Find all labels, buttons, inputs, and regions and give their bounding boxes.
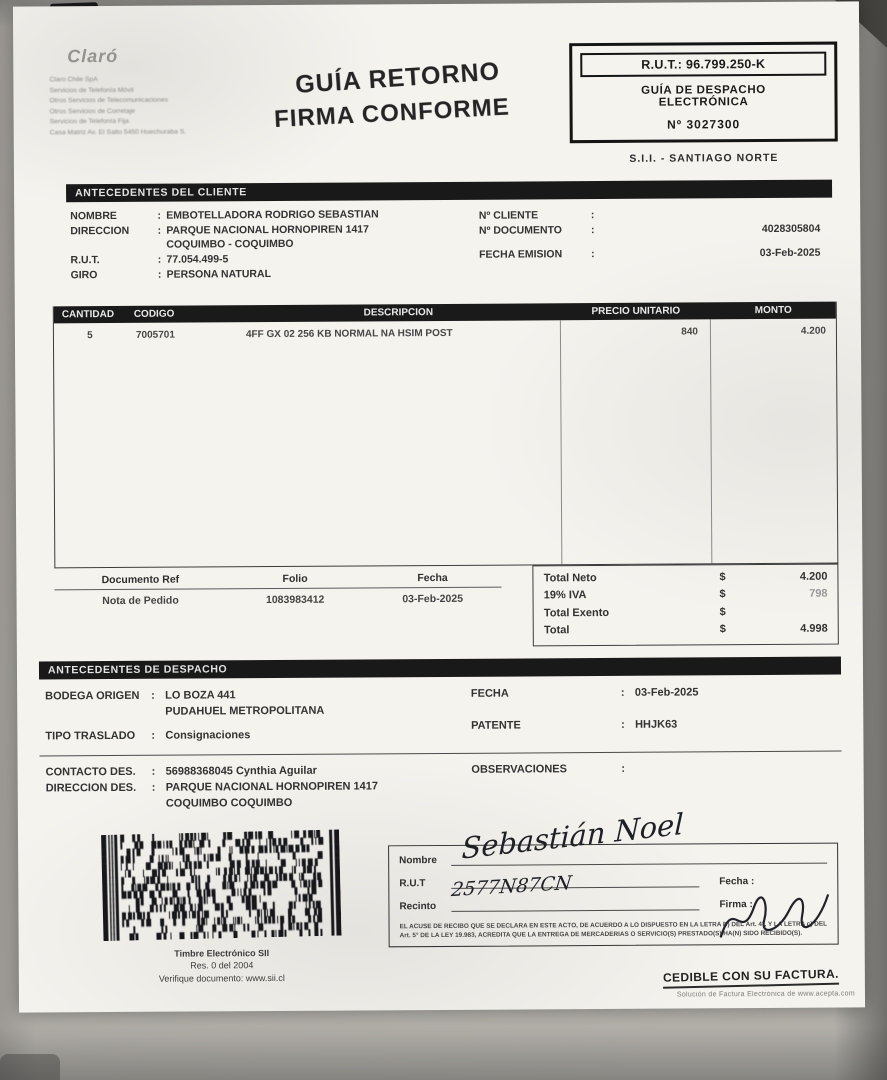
direccion-des-row-2	[46, 795, 472, 814]
timbre-caption-1: Timbre Electrónico SII	[174, 948, 270, 959]
firma-field-label: Firma :	[719, 899, 753, 911]
document-header	[35, 42, 838, 169]
observaciones-label: OBSERVACIONES	[471, 763, 567, 777]
col-monto: MONTO	[754, 305, 792, 317]
issuer-address-lines	[49, 74, 230, 138]
issuer-line: Servicios de Telefonía Móvil	[49, 86, 134, 94]
despacho-block-top	[39, 674, 841, 749]
ndocumento-value: 4028305804	[761, 222, 821, 235]
client-nombre-value: EMBOTELLADORA RODRIGO SEBASTIAN	[166, 208, 379, 222]
client-ndocumento-row	[479, 221, 834, 238]
total-neto-value: 4.200	[799, 571, 828, 584]
colon: :	[591, 248, 595, 261]
footer-provider-note: Solución de Factura Electrónica de www.acepta.com	[676, 990, 856, 999]
timbre-caption-3: Verifique documento: www.sii.cl	[158, 972, 285, 984]
contacto-value: 56988368045 Cynthia Aguilar	[165, 765, 317, 779]
despacho-right-top	[471, 684, 842, 742]
colon: :	[157, 268, 162, 281]
ref-folio-value: 1083983412	[265, 594, 325, 607]
bodega-row-2	[45, 702, 471, 721]
client-giro-row	[71, 266, 480, 283]
client-rut-value: 77.054.499-5	[166, 253, 229, 266]
timbre-caption-2: Res. 0 del 2004	[190, 960, 254, 971]
ref-documento-value: Nota de Pedido	[102, 595, 179, 608]
client-section-header: ANTECEDENTES DEL CLIENTE	[66, 180, 832, 203]
col-codigo: CODIGO	[133, 309, 175, 321]
patente-label: PATENTE	[471, 719, 521, 732]
rut-field-label: R.U.T	[399, 878, 426, 890]
total-label: Total	[543, 623, 570, 636]
ref-col-fecha: Fecha	[417, 572, 448, 585]
client-giro-label: GIRO	[70, 268, 98, 281]
cedible-note: CEDIBLE CON SU FACTURA.	[389, 965, 839, 996]
currency-symbol: $	[719, 622, 726, 635]
col-precio-unitario: PRECIO UNITARIO	[591, 305, 681, 318]
client-rut-label: R.U.T.	[70, 254, 100, 267]
direccion-des-value-2: COQUIMBO COQUIMBO	[165, 797, 293, 810]
scan-artifact-bottom-left	[0, 1054, 60, 1080]
issuer-line: Claro Chile SpA	[49, 76, 98, 84]
tipo-traslado-row	[45, 726, 471, 745]
bodega-value-1: LO BOZA 441	[165, 688, 236, 702]
issuer-block	[35, 45, 231, 168]
bodega-value-2: PUDAHUEL METROPOLITANA	[165, 704, 325, 718]
stamp-line-1: GUÍA RETORNO	[294, 57, 501, 100]
item-codigo: 7005701	[135, 330, 175, 342]
reference-and-totals	[54, 564, 838, 649]
tipo-traslado-label: TIPO TRASLADO	[45, 729, 136, 742]
fecha-emision-value: 03-Feb-2025	[759, 247, 821, 260]
bodega-label: BODEGA ORIGEN	[45, 689, 140, 703]
currency-symbol: $	[719, 571, 726, 584]
acuse-recibo-box	[388, 806, 839, 947]
total-exento-label: Total Exento	[543, 606, 610, 619]
nombre-field-label: Nombre	[399, 855, 437, 867]
item-monto: 4.200	[800, 326, 826, 338]
fecha-field-label: Fecha :	[719, 876, 755, 888]
despacho-fecha-value: 03-Feb-2025	[634, 686, 699, 699]
patente-value: HHJK63	[635, 718, 678, 731]
iva-row	[544, 586, 828, 605]
total-neto-label: Total Neto	[543, 572, 597, 585]
doc-type-line-1: GUÍA DE DESPACHO	[641, 83, 766, 97]
ncliente-label: Nº CLIENTE	[478, 209, 539, 222]
colon: :	[157, 253, 162, 266]
timbre-block	[40, 832, 361, 994]
colon: :	[621, 718, 625, 731]
patente-row	[471, 716, 841, 734]
ndocumento-label: Nº DOCUMENTO	[478, 223, 562, 237]
recinto-field-line	[451, 899, 699, 913]
acuse-wrap	[360, 806, 843, 992]
currency-symbol: $	[719, 605, 726, 618]
despacho-left-bottom	[46, 763, 472, 813]
despacho-block-bottom	[40, 759, 842, 818]
client-left-column	[70, 207, 479, 283]
ref-col-documento: Documento Ref	[101, 574, 180, 587]
colon: :	[151, 766, 156, 779]
doc-type-line-2: ELECTRÓNICA	[658, 96, 749, 109]
direccion-des-label: DIRECCION DES.	[45, 782, 137, 795]
handwritten-name: Sebastián Noel	[461, 806, 684, 866]
col-cantidad: CANTIDAD	[61, 309, 115, 321]
colon: :	[590, 223, 595, 236]
issuer-rut: R.U.T.: 96.799.250-K	[580, 52, 826, 78]
fecha-emision-label: FECHA EMISION	[479, 248, 563, 262]
total-exento-row	[544, 603, 828, 622]
document-number: Nº 3027300	[667, 117, 741, 132]
client-direccion-value-2: COQUIMBO - COQUIMBO	[166, 238, 294, 252]
reference-table-row	[55, 588, 502, 608]
colon: :	[151, 782, 156, 795]
signature-squiggle	[713, 878, 833, 955]
items-table-body	[54, 319, 837, 568]
total-neto-row	[544, 569, 828, 588]
items-table	[53, 302, 839, 569]
issuer-line: Otros Servicios de Corretaje	[49, 107, 135, 115]
client-direccion-label: DIRECCION	[70, 224, 130, 237]
issuer-line: Otros Servicios de Telecomunicaciones	[49, 96, 169, 105]
sii-office: S.I.I. - SANTIAGO NORTE	[629, 151, 779, 165]
rut-box	[569, 42, 838, 144]
despacho-divider	[40, 751, 842, 757]
observaciones-row	[471, 761, 841, 779]
direccion-des-value-1: PARQUE NACIONAL HORNOPIREN 1417	[165, 780, 379, 795]
observaciones-value	[635, 761, 841, 778]
item-precio-unitario: 840	[561, 320, 712, 565]
return-stamp	[228, 53, 573, 178]
ncliente-value	[605, 207, 834, 223]
tipo-traslado-value: Consignaciones	[165, 728, 251, 742]
client-giro-value: PERSONA NATURAL	[166, 267, 272, 281]
contacto-label: CONTACTO DES.	[45, 766, 136, 779]
ref-fecha-value: 03-Feb-2025	[402, 593, 464, 606]
despacho-left-top	[45, 686, 471, 744]
issuer-line: Casa Matriz Av. El Salto 5450 Huechuraba S.	[49, 128, 187, 137]
totals-box	[533, 564, 839, 646]
pdf417-barcode	[101, 830, 341, 942]
iva-value: 798	[809, 588, 828, 601]
client-info-block	[36, 198, 839, 293]
legal-fine-print: EL ACUSE DE RECIBO QUE SE DECLARA EN ESTE ACTO, DE ACUERDO A LO DISPUESTO EN LA LETRA B) DEL Art. 4°, Y LA LETRA c) DEL Art. 5° DE LA LEY 19.983, ACREDITA QUE LA ENTREGA DE MERCADERIAS O SERVICIO(S) PRESTADO(S) HA(N) SIDO RECIBIDO(S).	[399, 920, 827, 939]
colon: :	[151, 729, 156, 742]
client-right-column	[479, 205, 835, 281]
colon: :	[157, 209, 162, 222]
item-cantidad: 5	[87, 330, 93, 342]
currency-symbol: $	[719, 588, 726, 601]
col-descripcion: DESCRIPCION	[363, 307, 434, 319]
colon: :	[590, 209, 595, 222]
recinto-field-label: Recinto	[399, 901, 437, 913]
despacho-section-header: ANTECEDENTES DE DESPACHO	[39, 656, 841, 679]
total-exento-value	[746, 603, 828, 621]
signature-area	[40, 806, 843, 994]
dispatch-guide-document	[13, 1, 865, 1012]
stamp-line-2: FIRMA CONFORME	[273, 93, 511, 134]
colon: :	[620, 686, 625, 699]
total-value: 4.998	[800, 622, 828, 635]
claro-logo: Claró	[67, 45, 119, 67]
despacho-fecha-label: FECHA	[470, 687, 509, 700]
total-row	[544, 620, 828, 639]
iva-label: 19% IVA	[543, 589, 587, 602]
client-direccion-value-1: PARQUE NACIONAL HORNOPIREN 1417	[166, 223, 369, 237]
reference-table	[54, 566, 501, 608]
ref-col-folio: Folio	[282, 573, 308, 586]
colon: :	[621, 763, 626, 776]
despacho-fecha-row	[471, 684, 841, 702]
handwritten-rut: 2577N87CN	[450, 872, 573, 902]
fecha-emision-row	[479, 246, 834, 263]
colon: :	[157, 224, 162, 237]
issuer-line: Servicios de Telefonía Fija	[49, 118, 129, 126]
client-nombre-label: NOMBRE	[70, 209, 117, 223]
item-descripcion: 4FF GX 02 256 KB NORMAL NA HSIM POST	[236, 321, 562, 567]
rut-box-block	[569, 42, 838, 166]
colon: :	[151, 689, 155, 702]
despacho-right-bottom	[471, 761, 842, 811]
